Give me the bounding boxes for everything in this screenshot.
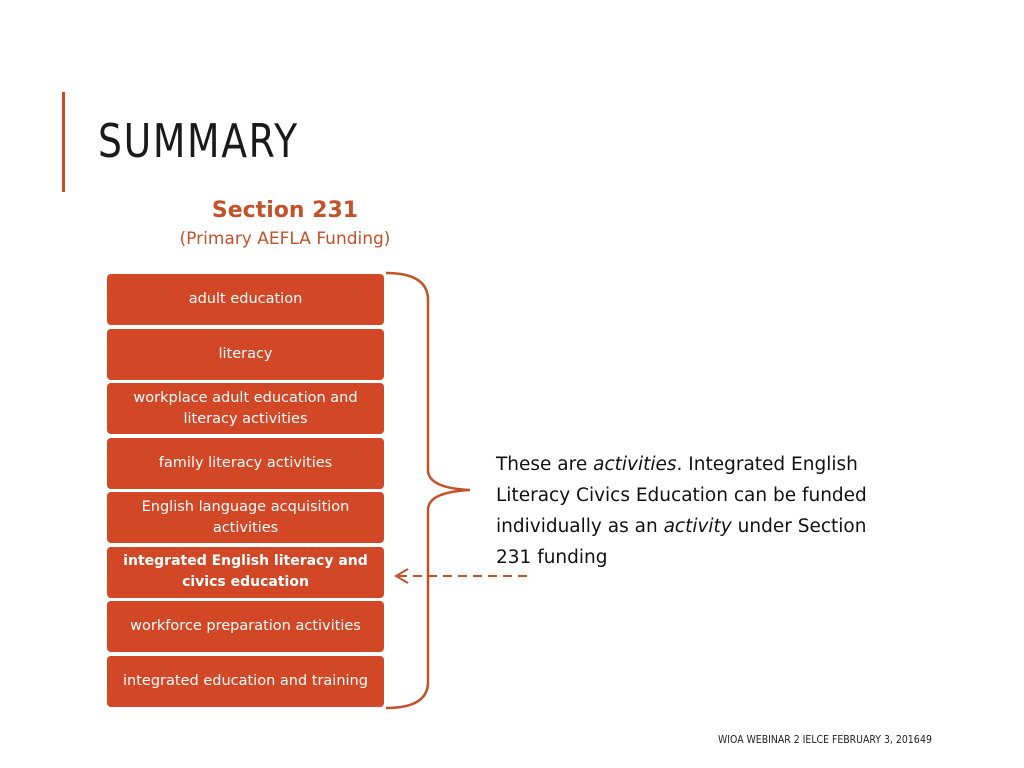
activity-box-workplace: workplace adult education and literacy activities bbox=[107, 383, 384, 434]
activity-box-english-language: English language acquisition activities bbox=[107, 492, 384, 543]
slide-title: SUMMARY bbox=[98, 114, 299, 168]
page-number: 49 bbox=[920, 733, 932, 746]
activity-box-workforce-prep: workforce preparation activities bbox=[107, 601, 384, 652]
activity-box-family-literacy: family literacy activities bbox=[107, 438, 384, 489]
activity-box-ielce: integrated English literacy and civics education bbox=[107, 547, 384, 598]
section-subheading: (Primary AEFLA Funding) bbox=[179, 229, 391, 249]
footer-text: WIOA WEBINAR 2 IELCE FEBRUARY 3, 2016 bbox=[718, 733, 920, 746]
activity-box-literacy: literacy bbox=[107, 329, 384, 380]
section-heading: Section 231 bbox=[211, 198, 359, 223]
right-brace bbox=[386, 273, 470, 708]
activity-box-adult-education: adult education bbox=[107, 274, 384, 325]
activity-box-integrated-education: integrated education and training bbox=[107, 656, 384, 707]
callout-text: These are activities. Integrated English Literacy Civics Education can be funded individually as an activity under Section 231 funding bbox=[496, 454, 867, 568]
